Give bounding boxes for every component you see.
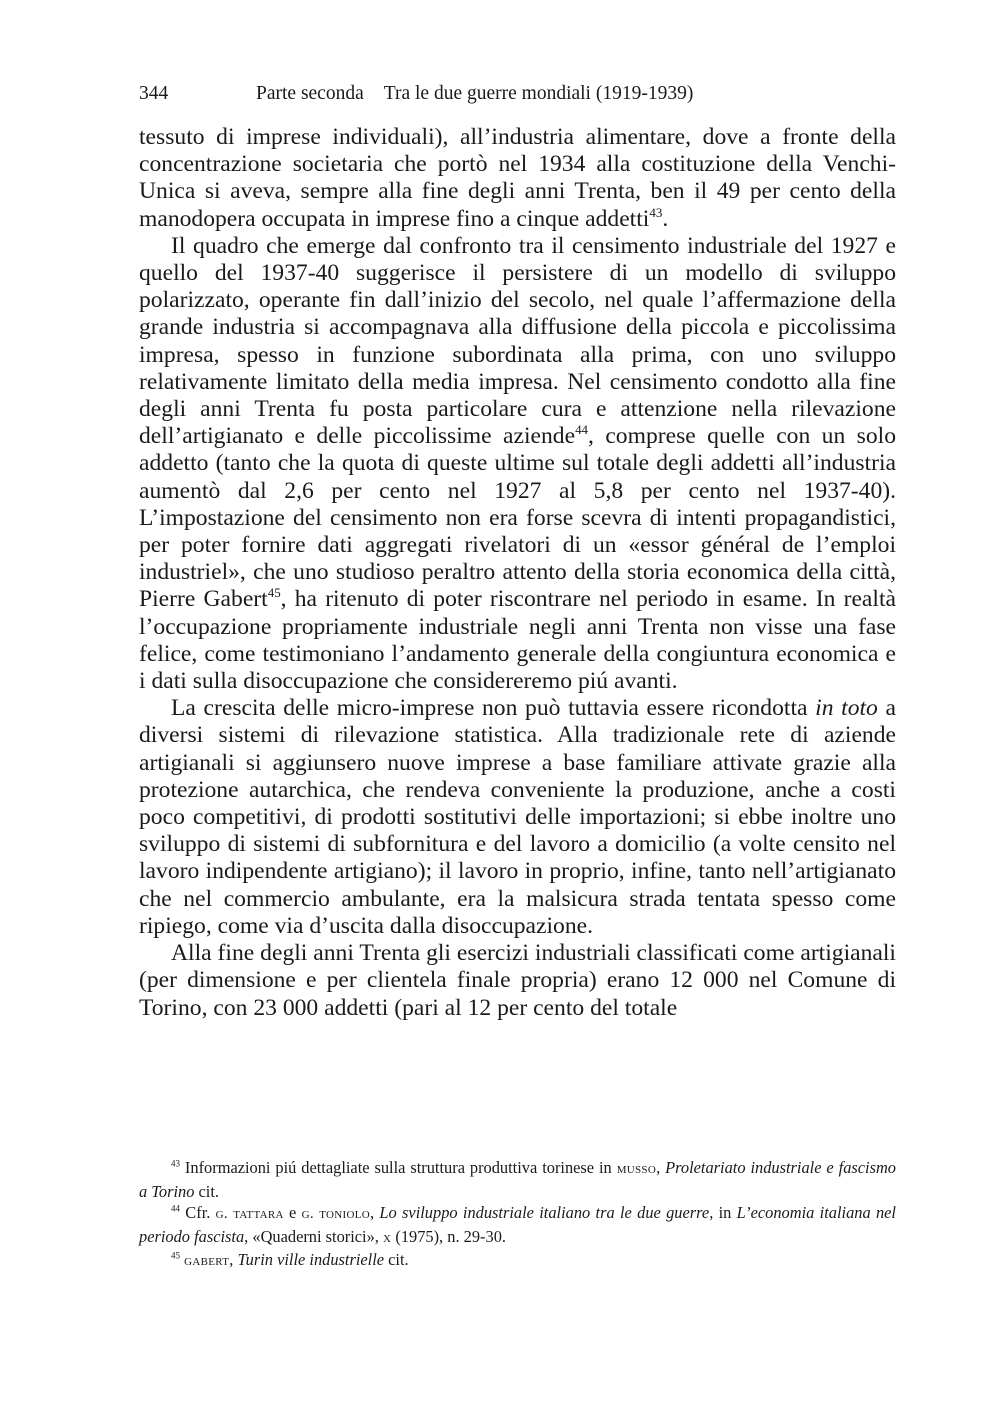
work-title: Turin ville industrielle: [237, 1250, 385, 1269]
work-title: Proletariato industriale e fascismo a Torino: [139, 1158, 897, 1201]
paragraph-text: tessuto di imprese individuali), all’industria alimentare, dove a fronte della concentrazione societaria che portò nel 1934 alla costituzione della Venchi-Unica si aveva, sempre alla fine degli anni Trenta, ben il 49 per cento della manodopera occupata in imprese fino a cinque addetti: [139, 124, 896, 232]
footnote-text: (1975), n. 29-30.: [391, 1226, 506, 1246]
footnote-ref: 43: [649, 204, 663, 220]
footnote: [139, 1249, 896, 1273]
chapter-title: Tra le due guerre mondiali (1919-1939): [383, 83, 694, 104]
footnote: [139, 1157, 896, 1202]
main-text: [139, 124, 896, 1022]
footnote-text: cit.: [194, 1181, 219, 1201]
author-name: gabert: [184, 1253, 230, 1269]
footnote-number: 45: [171, 1250, 180, 1261]
paragraph-text: Il quadro che emerge dal confronto tra il censimento industriale del 1927 e quello del 1937-40 suggerisce il persistere di un modello di sviluppo polarizzato, operante fin dall’inizio del secolo, nel quale l’affermazione della grande industria si accompagnava alla diffusione della piccola e piccolissima impresa, spesso in funzione subordinata alla prima, con uno sviluppo relativamente limitato della media impresa. Nel censimento condotto alla fine degli anni Trenta fu posta particolare cura e attenzione nella rilevazione dell’artigianato e delle piccolissime aziende: [139, 232, 896, 450]
footnote-ref: 45: [267, 585, 281, 601]
footnote-text: e: [283, 1203, 302, 1222]
paragraph: [139, 695, 896, 940]
footnote-text: Cfr.: [180, 1203, 216, 1222]
running-header: [139, 81, 899, 107]
volume-number: x: [383, 1229, 392, 1246]
work-title: L’economia italiana nel periodo fascista: [139, 1203, 896, 1246]
footnote-text: cit.: [384, 1250, 409, 1269]
italic-phrase: in toto: [815, 695, 878, 722]
author-name: g. toniolo: [301, 1206, 370, 1222]
author-name: g. tattara: [215, 1206, 284, 1222]
paragraph-text: a diversi sistemi di rilevazione statistica. Alla tradizionale rete di aziende artigianali si aggiunsero nuove imprese a base familiare attivate grazie alla protezione autarchica, che rendeva conveniente la produzione, anche a costi poco competitivi, di prodotti sostitutivi delle importazioni; si ebbe inoltre uno sviluppo di sistemi di subfornitura e del lavoro a domicilio (a volte censito nel lavoro indipendente artigiano); il lavoro in proprio, infine, tanto nell’artigianato che nel commercio ambulante, era la malsicura strada tentata spesso come ripiego, come via d’uscita dalla disoccupazione.: [139, 695, 896, 939]
footnote-number: 44: [171, 1203, 180, 1214]
paragraph-text: Alla fine degli anni Trenta gli esercizi industriali classificati come artigianali (per dimensione e per clientela finale propria) erano 12 000 nel Comune di Torino, con 23 000 addetti (pari al 12 per cento del totale: [139, 940, 896, 1021]
paragraph: [139, 233, 896, 695]
footnote-text: ,: [656, 1158, 666, 1177]
footnote: [139, 1202, 896, 1249]
paragraph: [139, 940, 896, 1022]
author-name: musso: [616, 1161, 657, 1177]
paragraph-text: , comprese quelle con un solo addetto (tanto che la quota di queste ultime sul totale degli addetti all’industria aumentò dal 2,6 per cento nel 1927 al 5,8 per cento nel 1937-40). L’impostazione del censimento non era forse scevra di intenti propagandistici, per poter fornire dati aggregati rivelatori di un «essor général de l’emploi industriel», che uno studioso peraltro attento della storia economica della città, Pierre Gabert: [139, 423, 896, 613]
part-label: Parte seconda: [256, 83, 364, 104]
footnote-text: ,: [229, 1250, 238, 1269]
footnote-text: ,: [370, 1203, 380, 1222]
paragraph-text: La crescita delle micro-imprese non può tuttavia essere ricondotta: [171, 695, 816, 722]
paragraph-text: , ha ritenuto di poter riscontrare nel periodo in esame. In realtà l’occupazione propriamente industriale negli anni Trenta non visse una fase felice, come testimoniano l’andamento generale della congiuntura economica e i dati sulla disoccupazione che considereremo piú avanti.: [139, 586, 896, 695]
paragraph: [139, 124, 896, 233]
footnote-ref: 44: [575, 422, 589, 438]
footnote-text: Informazioni piú dettagliate sulla struttura produttiva torinese in: [180, 1158, 617, 1177]
footnote-text: , «Quaderni storici»,: [244, 1226, 384, 1246]
footnotes: [139, 1157, 896, 1273]
work-title: Lo sviluppo industriale italiano tra le due guerre: [379, 1203, 710, 1222]
footnote-text: , in: [709, 1203, 737, 1222]
page-number: 344: [139, 83, 169, 104]
footnote-number: 43: [171, 1158, 180, 1169]
paragraph-text: .: [662, 205, 669, 232]
